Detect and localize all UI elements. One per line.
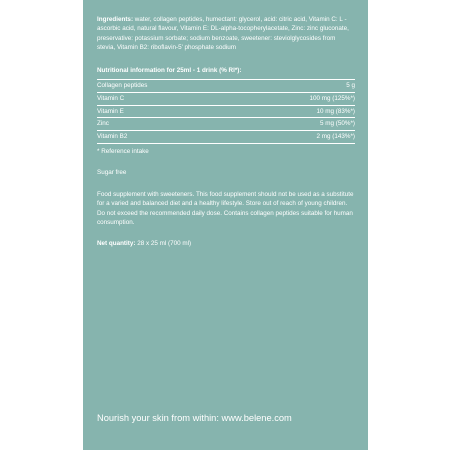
table-row — [97, 106, 355, 119]
nutrient-value: 100 mg (125%*) — [309, 94, 355, 102]
table-row — [97, 80, 355, 93]
nutrient-value: 5 mg (50%*) — [320, 120, 355, 128]
nutrient-name: Collagen peptides — [97, 82, 148, 90]
nutrition-title: Nutritional information for 25ml - 1 drink (% RI*): — [97, 66, 242, 74]
nutrient-name: Zinc — [97, 120, 109, 128]
table-row — [97, 118, 355, 131]
ingredients-text — [97, 15, 355, 53]
net-quantity — [97, 239, 355, 248]
net-quantity-value: 28 x 25 ml (700 ml) — [135, 240, 192, 248]
ingredients-list: water, collagen peptides, humectant: glycerol, acid: citric acid, Vitamin C: L -ascorbic acid, natural flavour, Vitamin E: DL-alpha-tocopherylacetate, Zinc: zinc gluconate, preservative: potassium sorbate; sodium benzoate, sweetener: steviolglycosides from stevia, Vitamin B2: riboflavin-5' phosphate sodium — [97, 16, 349, 52]
label-panel — [83, 0, 368, 450]
nutrient-name: Vitamin C — [97, 94, 125, 102]
nutrient-name: Vitamin E — [97, 107, 124, 115]
ingredients-label: Ingredients: — [97, 16, 134, 23]
nutrition-table — [97, 79, 355, 144]
net-quantity-label: Net quantity: — [97, 240, 136, 248]
label-content — [97, 15, 355, 249]
nutrient-value: 10 mg (83%*) — [316, 107, 355, 115]
reference-intake-note: * Reference intake — [97, 148, 149, 156]
nutrient-value: 5 g — [346, 82, 355, 90]
tagline: Nourish your skin from within: www.belene.com — [97, 413, 292, 423]
warning-text: Food supplement with sweeteners. This food supplement should not be used as a substitute for a varied and balanced diet and a healthy lifestyle. Store out of reach of young children. Do not exceed the recommended daily dose. Contains collagen peptides suitable for human consumption. — [97, 190, 354, 227]
sugar-free-text: Sugar free — [97, 169, 127, 177]
table-row — [97, 131, 355, 144]
table-row — [97, 93, 355, 106]
nutrient-value: 2 mg (143%*) — [316, 133, 355, 141]
nutrient-name: Vitamin B2 — [97, 133, 128, 141]
